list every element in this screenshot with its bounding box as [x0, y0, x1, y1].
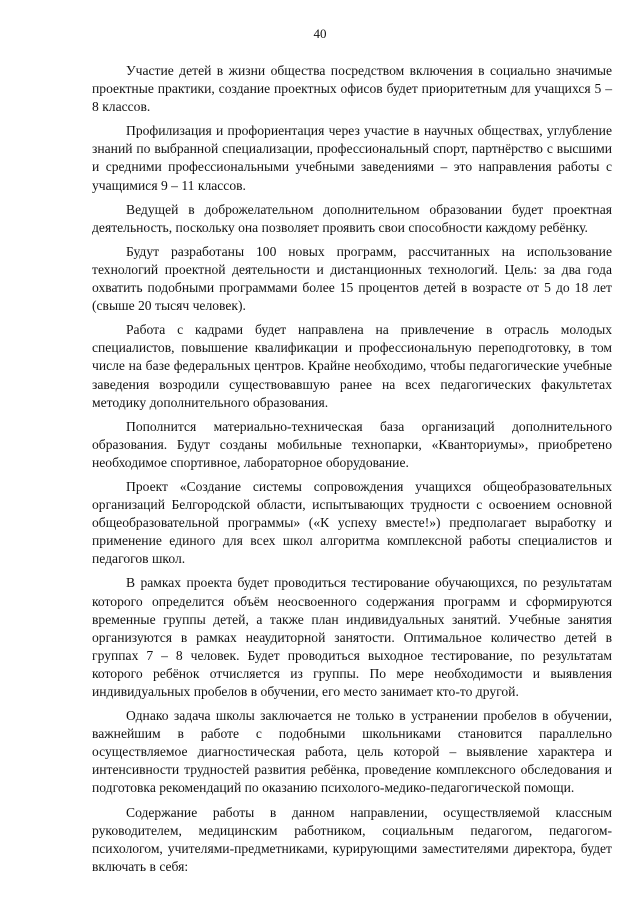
paragraph-4: Будут разработаны 100 новых программ, рассчитанных на использование технологий проектной деятельности и дистанционных технологий. Цель: за два года охватить подобными программами более 15 процентов детей в возрасте от 5 до 18 лет (свыше 20 тысяч человек).: [92, 243, 612, 314]
document-body: [92, 62, 612, 882]
paragraph-9: Однако задача школы заключается не только в устранении пробелов в обучении, важнейшим в работе с подобными школьниками становится параллельно осуществляемое диагностическая работа, цель которой – выявление характера и интенсивности трудностей развития ребёнка, проведение комплексного обследования и подготовка рекомендаций по оказанию психолого-медико-педагогической помощи.: [92, 708, 612, 796]
paragraph-3: Ведущей в доброжелательном дополнительном образовании будет проектная деятельность, поскольку она позволяет проявить свои способности каждому ребёнку.: [92, 201, 612, 235]
page-number: 40: [313, 26, 327, 41]
paragraph-7: Проект «Создание системы сопровождения учащихся общеобразовательных организаций Белгородской области, испытывающих трудности с освоением основной общеобразовательной программы» («К успеху вместе!») предполагает выработку и применение единого для всех школ алгоритма комплексной работы специалистов и педагогов школ.: [92, 478, 612, 567]
paragraph-10: Содержание работы в данном направлении, осуществляемой классным руководителем, медицинским работником, социальным педагогом, педагогом-психологом, учителями-предметниками, курирующими заместителями директора, будет включать в себя:: [92, 804, 612, 874]
paragraph-6: Пополнится материально-техническая база организаций дополнительного образования. Будут созданы мобильные технопарки, «Кванториумы», приобретено необходимое спортивное, лабораторное оборудование.: [92, 418, 612, 470]
paragraph-1: Участие детей в жизни общества посредством включения в социально значимые проектные практики, создание проектных офисов будет приоритетным для учащихся 5 – 8 классов.: [92, 63, 612, 115]
paragraph-2: Профилизация и профориентация через участие в научных обществах, углубление знаний по выбранной специализации, профессиональный спорт, партнёрство с высшими и средними профессиональными учебными заведениями – это направления работы с учащимися 9 – 11 классов.: [92, 123, 612, 193]
paragraph-5: Работа с кадрами будет направлена на привлечение в отрасль молодых специалистов, повышение квалификации и профессиональную переподготовку, в том числе на базе федеральных центров. Крайне необходимо, чтобы педагогические учебные заведения возродили существовавшую ранее на всех педагогических факультетах методику дополнительного образования.: [92, 322, 612, 410]
paragraph-8: В рамках проекта будет проводиться тестирование обучающихся, по результатам которого определится объём неосвоенного содержания программ и сформируются временные группы детей, а также план индивидуальных занятий. Учебные занятия организуются в рамках неаудиторной занятости. Оптимальное количество детей в группах 7 – 8 человек. Будет проводиться выходное тестирование, по результатам которого ребёнок отчисляется из группы. По мере необходимости и выявления индивидуальных пробелов в обучении, его место занимает кто-то другой.: [92, 575, 612, 699]
